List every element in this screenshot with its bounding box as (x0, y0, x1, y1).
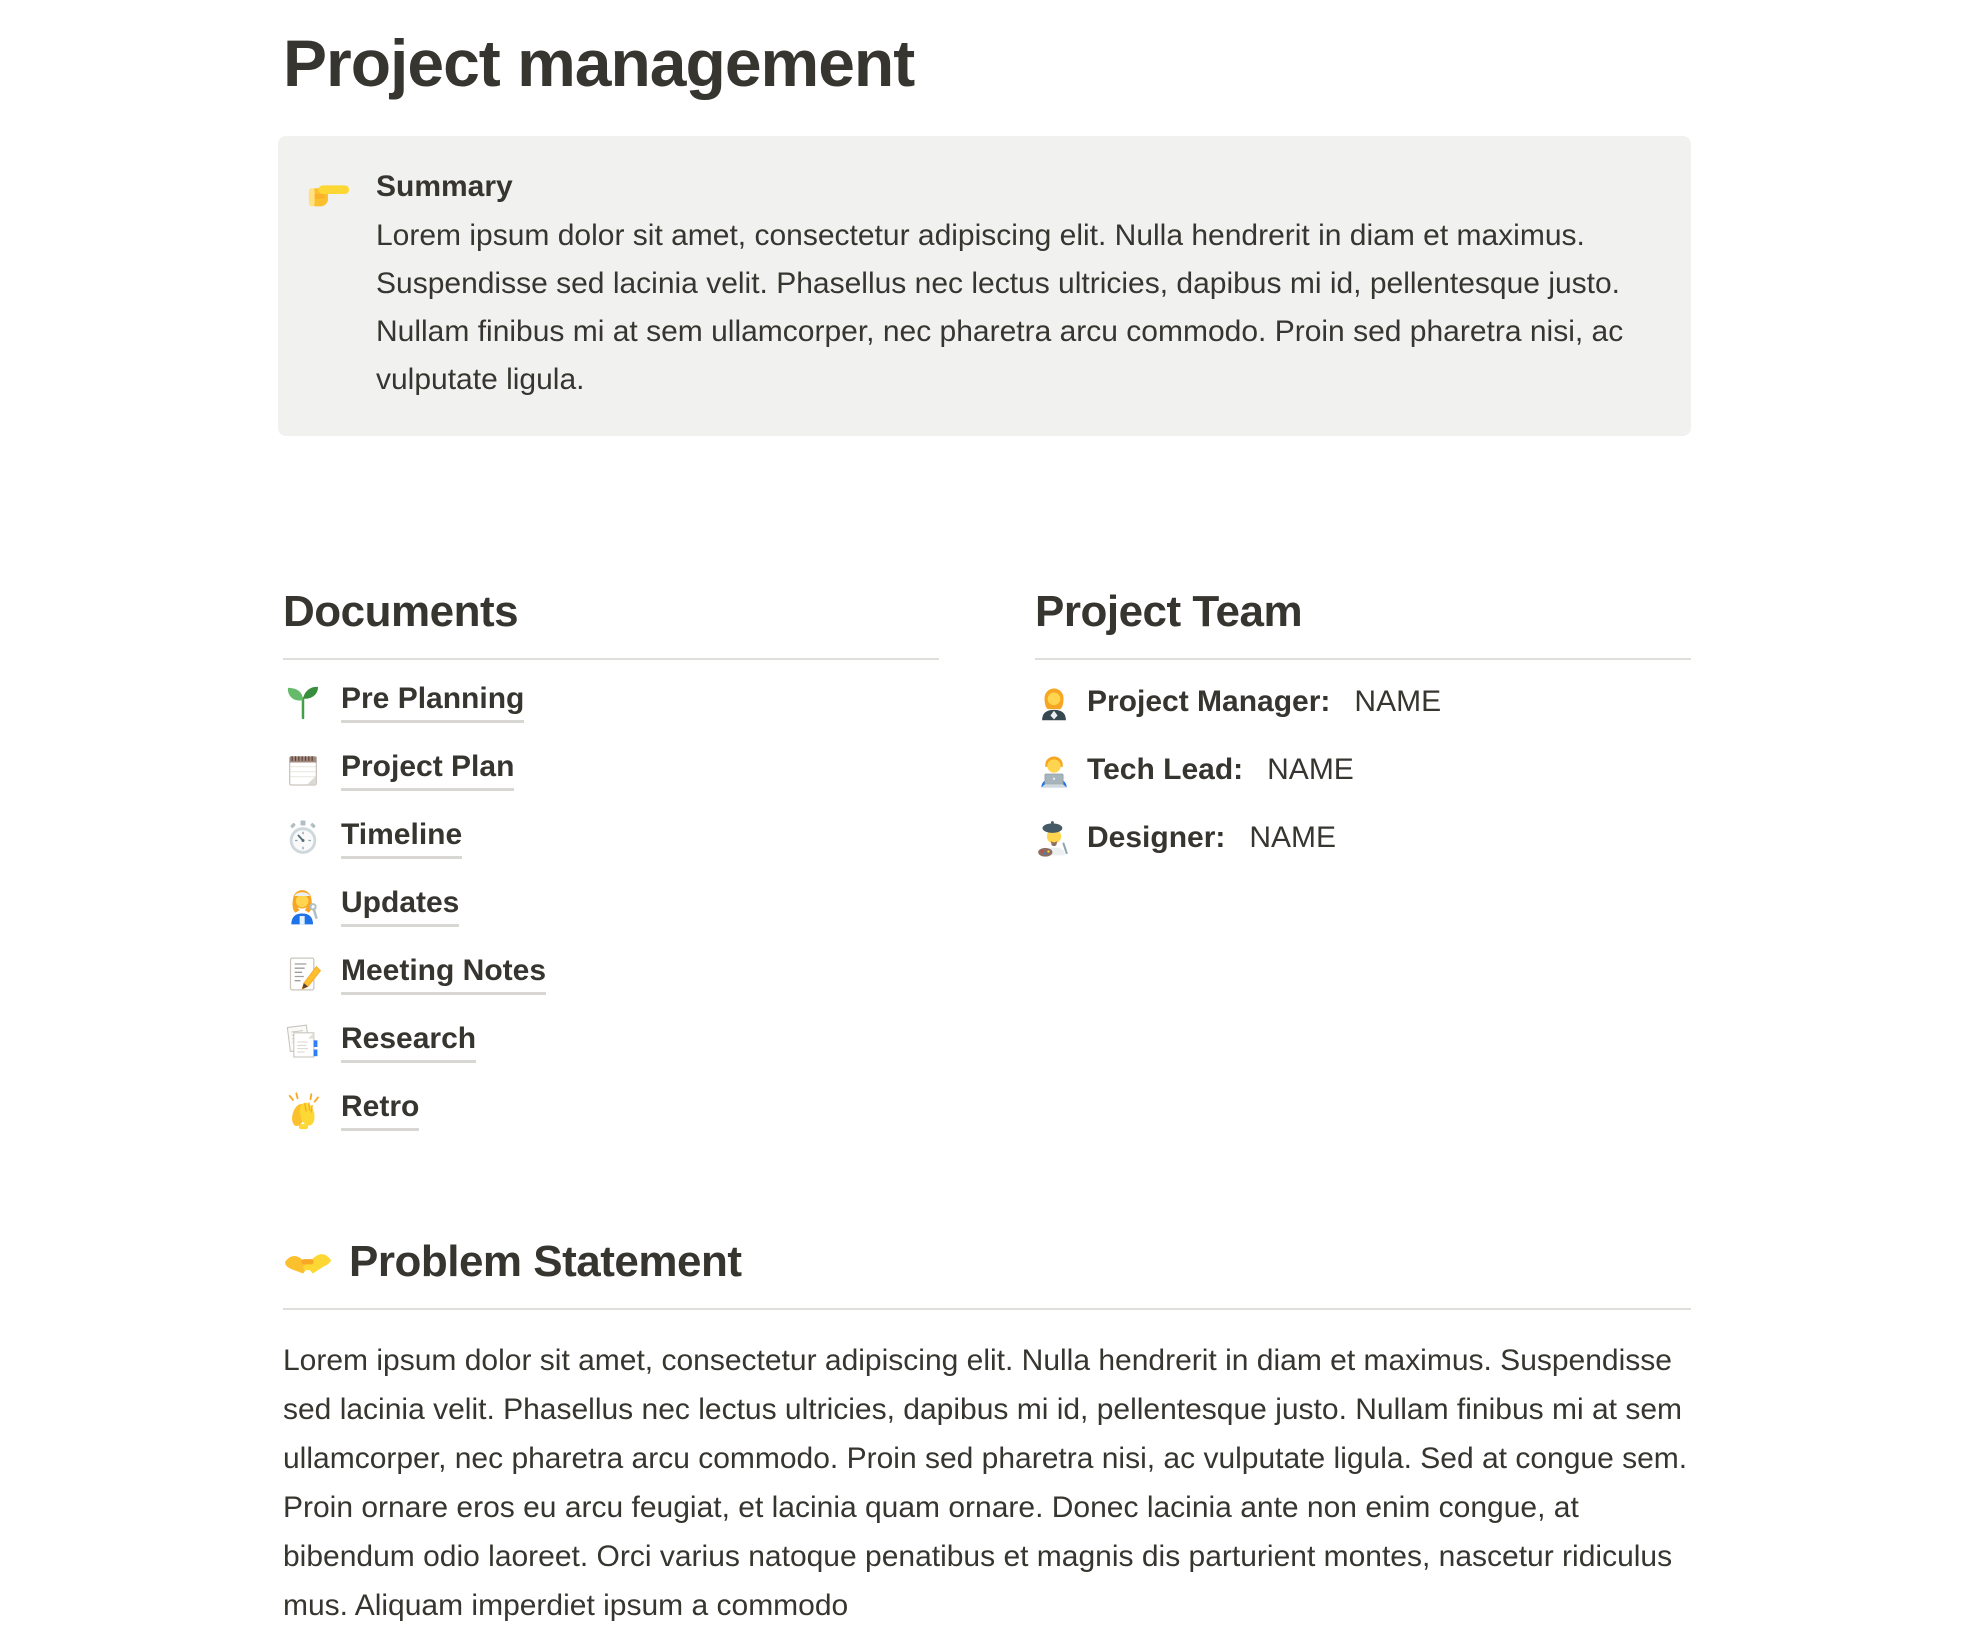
memo-icon (283, 954, 323, 994)
problem-statement-heading (283, 1236, 1691, 1288)
doc-link-label: Timeline (341, 817, 462, 859)
doc-link-updates[interactable] (283, 872, 939, 940)
project-team-column (1035, 586, 1691, 1144)
handshake-icon (283, 1239, 333, 1285)
summary-body: Lorem ipsum dolor sit amet, consectetur adipiscing elit. Nulla hendrerit in diam et maximus. Suspendisse sed lacinia velit. Phasellus nec lectus ultricies, dapibus mi id, pellentesque justo. Nullam finibus mi at sem ullamcorper, nec pharetra arcu commodo. Proin sed pharetra nisi, ac vulputate ligula. (376, 218, 1624, 396)
man-technologist-icon (1035, 751, 1073, 789)
project-team-heading: Project Team (1035, 586, 1303, 636)
doc-link-label: Meeting Notes (341, 953, 546, 995)
doc-link-timeline[interactable] (283, 804, 939, 872)
documents-column (283, 586, 939, 1144)
doc-link-label: Pre Planning (341, 681, 524, 723)
doc-link-label: Project Plan (341, 749, 514, 791)
clapping-hands-icon (283, 1090, 323, 1130)
problem-statement-title: Problem Statement (349, 1236, 742, 1286)
doc-link-meeting-notes[interactable] (283, 940, 939, 1008)
spiral-notepad-icon (283, 750, 323, 790)
page-content (283, 0, 1691, 1630)
problem-statement-body: Lorem ipsum dolor sit amet, consectetur adipiscing elit. Nulla hendrerit in diam et maximus. Suspendisse sed lacinia velit. Phasellus nec lectus ultricies, dapibus mi id, pellentesque justo. Nullam finibus mi at sem ullamcorper, nec pharetra arcu commodo. Proin sed pharetra nisi, ac vulputate ligula. Sed at congue sem. Proin ornare eros eu arcu feugiat, et lacinia quam ornare. Donec lacinia ante non enim congue, at bibendum odio laoreet. Orci varius natoque penatibus et magnis dis parturient montes, nascetur ridiculus mus. Aliquam imperdiet ipsum a commodo (283, 1343, 1688, 1622)
problem-statement-divider (283, 1308, 1691, 1310)
seedling-icon (283, 682, 323, 722)
project-team-divider (1035, 658, 1691, 660)
woman-office-worker-icon (1035, 683, 1073, 721)
doc-link-pre-planning[interactable] (283, 668, 939, 736)
documents-divider (283, 658, 939, 660)
page-title: Project management (283, 26, 915, 100)
stopwatch-icon (283, 818, 323, 858)
summary-callout-text (376, 164, 1626, 404)
team-role: Designer: (1087, 820, 1226, 854)
summary-title: Summary (376, 169, 513, 203)
team-member-project-manager (1035, 668, 1691, 736)
team-role: Tech Lead: (1087, 752, 1244, 786)
woman-mechanic-icon (283, 886, 323, 926)
doc-link-retro[interactable] (283, 1076, 939, 1144)
doc-link-research[interactable] (283, 1008, 939, 1076)
man-artist-icon (1035, 819, 1073, 857)
doc-link-label: Retro (341, 1089, 419, 1131)
doc-link-project-plan[interactable] (283, 736, 939, 804)
bookmark-tabs-icon (283, 1022, 323, 1062)
team-role: Project Manager: (1087, 684, 1331, 718)
documents-heading: Documents (283, 586, 519, 636)
team-member-tech-lead (1035, 736, 1691, 804)
team-member-designer (1035, 804, 1691, 872)
team-name: NAME (1267, 752, 1354, 786)
summary-callout (278, 136, 1691, 436)
team-name: NAME (1249, 820, 1337, 854)
doc-link-label: Research (341, 1021, 476, 1063)
doc-link-label: Updates (341, 885, 459, 927)
team-name: NAME (1354, 684, 1442, 718)
two-column-section (283, 586, 1691, 1144)
point-right-icon (306, 170, 352, 216)
problem-statement-section (283, 1236, 1691, 1630)
